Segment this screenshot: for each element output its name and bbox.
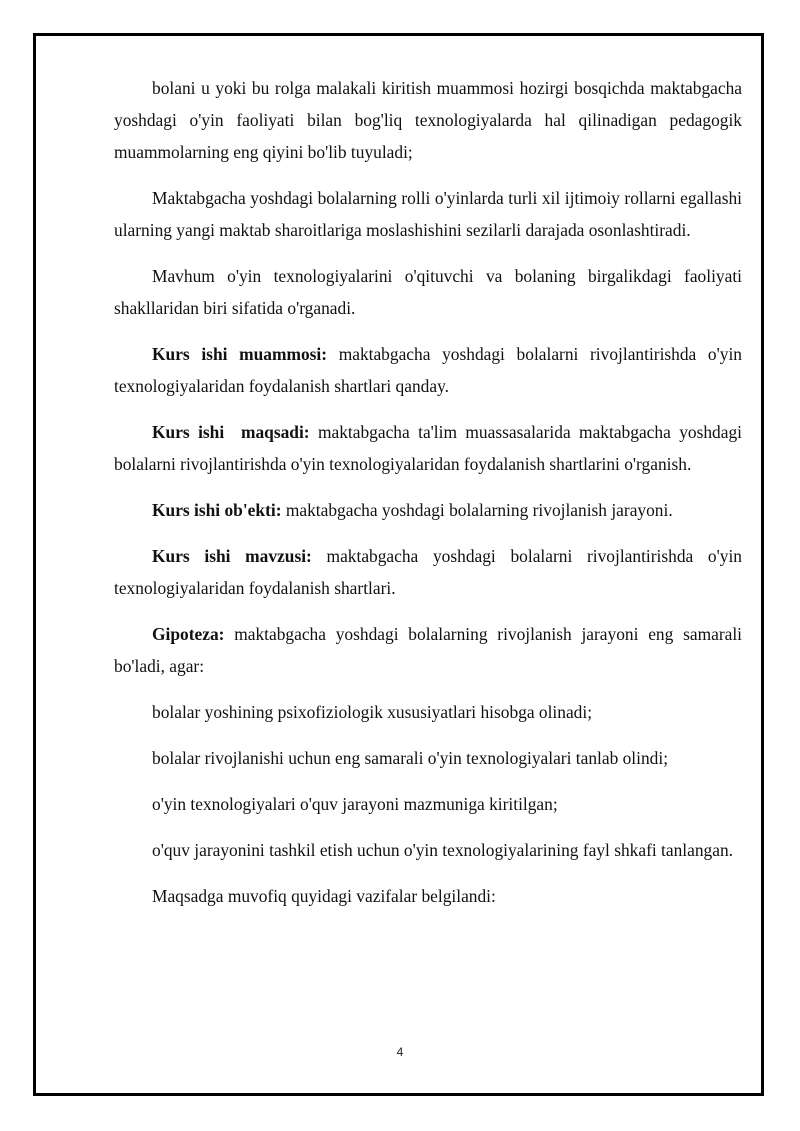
label-subject: Kurs ishi mavzusi: [152,546,312,566]
paragraph-hypothesis: Gipoteza: maktabgacha yoshdagi bolalarning rivojlanish jarayoni eng samarali bo'ladi, agar: [114,624,742,676]
hypothesis-item-2: bolalar rivojlanishi uchun eng samarali o'yin texnologiyalari tanlab olindi; [152,748,669,768]
paragraph-problem: Kurs ishi muammosi: maktabgacha yoshdagi bolalarni rivojlantirishda o'yin texnologiyalaridan foydalanish shartlari qanday. [114,344,742,396]
paragraph-tasks-intro: Maqsadga muvofiq quyidagi vazifalar belgilandi: [152,886,496,906]
paragraph-2: Maktabgacha yoshdagi bolalarning rolli o'yinlarda turli xil ijtimoiy rollarni egallashi ularning yangi maktab sharoitlariga moslashishini sezilarli darajada osonlashtiradi. [114,188,742,240]
paragraph-1: bolani u yoki bu rolga malakali kiritish muammosi hozirgi bosqichda maktabgacha yoshdagi o'yin faoliyati bilan bog'liq texnologiyalarda hal qilinadigan pedagogik muammolarning eng qiyini bo'lib tuyuladi; [114,78,742,162]
label-problem: Kurs ishi muammosi: [152,344,328,364]
hypothesis-item-1: bolalar yoshining psixofiziologik xususiyatlari hisobga olinadi; [152,702,593,722]
paragraph-object: Kurs ishi ob'ekti: maktabgacha yoshdagi bolalarning rivojlanish jarayoni. [152,500,673,520]
paragraph-subject: Kurs ishi mavzusi: maktabgacha yoshdagi bolalarni rivojlantirishda o'yin texnologiyalaridan foydalanish shartlari. [114,546,742,598]
hypothesis-item-4: o'quv jarayonini tashkil etish uchun o'yin texnologiyalarining fayl shkafi tanlangan. [152,840,733,860]
paragraph-3: Mavhum o'yin texnologiyalarini o'qituvchi va bolaning birgalikdagi faoliyati shakllaridan biri sifatida o'rganadi. [114,266,742,318]
label-hypothesis: Gipoteza: [152,624,225,644]
label-goal: Kurs ishi maqsadi: [152,422,310,442]
hypothesis-item-3: o'yin texnologiyalari o'quv jarayoni mazmuniga kiritilgan; [152,794,558,814]
paragraph-goal: Kurs ishi maqsadi: maktabgacha ta'lim muassasalarida maktabgacha yoshdagi bolalarni rivojlantirishda o'yin texnologiyalaridan foydalanish shartlarini o'rganish. [114,422,742,474]
page-number: 4 [396,1045,404,1059]
document-body [114,72,742,926]
label-object: Kurs ishi ob'ekti: [152,500,282,520]
